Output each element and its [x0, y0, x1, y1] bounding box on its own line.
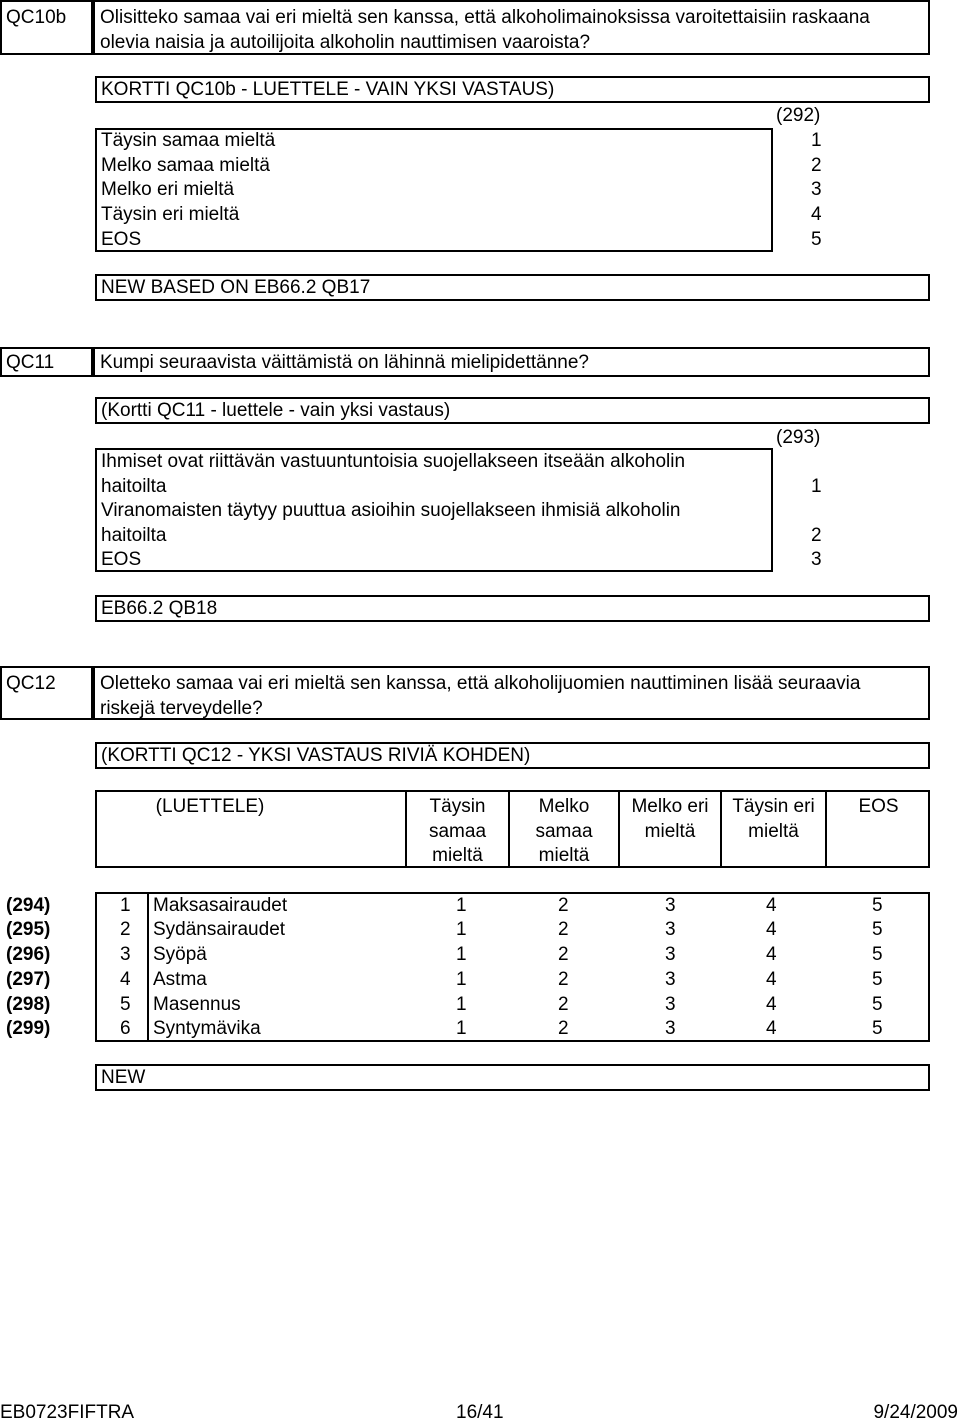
row-value: 1	[456, 1018, 467, 1039]
row-label: Masennus	[153, 994, 241, 1015]
qc10b-answer-label: EOS	[101, 229, 142, 250]
qc11-answer-label: Viranomaisten täytyy puuttua asioihin suojellakseen ihmisiä alkoholin	[101, 500, 681, 521]
qc11-column-code: (293)	[776, 427, 821, 448]
header-col1-line: samaa	[428, 821, 487, 842]
row-value: 5	[872, 895, 883, 916]
row-value: 2	[558, 1018, 569, 1039]
row-value: 3	[665, 994, 676, 1015]
row-value: 3	[665, 1018, 676, 1039]
qc10b-note: NEW BASED ON EB66.2 QB17	[101, 277, 371, 298]
row-code: (294)	[6, 895, 51, 916]
row-value: 1	[456, 994, 467, 1015]
qc11-answer-label: EOS	[101, 549, 142, 570]
header-list: (LUETTELE)	[155, 796, 265, 817]
qc10b-answer-code: 2	[811, 155, 822, 176]
row-label: Maksasairaudet	[153, 895, 288, 916]
row-num: 6	[120, 1018, 131, 1039]
qc10b-answer-code: 4	[811, 204, 822, 225]
qc11-instruction: (Kortti QC11 - luettele - vain yksi vastaus)	[101, 400, 451, 421]
row-code: (296)	[6, 944, 51, 965]
row-value: 3	[665, 895, 676, 916]
qc11-answer-code: 2	[811, 525, 822, 546]
row-value: 5	[872, 919, 883, 940]
row-value: 1	[456, 895, 467, 916]
footer-page: 16/41	[456, 1402, 504, 1423]
qc11-answer-label: Ihmiset ovat riittävän vastuuntuntoisia suojellakseen itseään alkoholin	[101, 451, 686, 472]
row-label: Sydänsairaudet	[153, 919, 286, 940]
row-num: 5	[120, 994, 131, 1015]
row-code: (295)	[6, 919, 51, 940]
header-col4-line: Täysin eri	[732, 796, 815, 817]
qc10b-code: QC10b	[6, 7, 67, 28]
qc12-code: QC12	[6, 673, 56, 694]
row-num: 1	[120, 895, 131, 916]
row-value: 4	[766, 1018, 777, 1039]
header-col3-line: Melko eri	[631, 796, 709, 817]
qc10b-answer-code: 5	[811, 229, 822, 250]
row-value: 4	[766, 994, 777, 1015]
qc12-question: Oletteko samaa vai eri mieltä sen kanssa, että alkoholijuomien nauttiminen lisää seuraavia riskejä terveydelle?	[100, 673, 861, 719]
qc11-answer-code: 1	[811, 476, 822, 497]
row-value: 5	[872, 969, 883, 990]
rows-divider	[147, 892, 149, 1042]
row-value: 5	[872, 1018, 883, 1039]
row-label: Syöpä	[153, 944, 207, 965]
row-value: 5	[872, 994, 883, 1015]
qc11-answer-label: haitoilta	[101, 476, 167, 497]
header-col2-line: Melko	[538, 796, 590, 817]
row-value: 2	[558, 895, 569, 916]
footer-date: 9/24/2009	[873, 1402, 958, 1423]
qc11-code: QC11	[6, 352, 55, 373]
row-value: 4	[766, 969, 777, 990]
row-num: 4	[120, 969, 131, 990]
header-col1-line: mieltä	[432, 845, 483, 866]
row-value: 1	[456, 919, 467, 940]
row-value: 3	[665, 919, 676, 940]
qc11-question: Kumpi seuraavista väittämistä on lähinnä mielipidettänne?	[100, 352, 589, 373]
qc10b-answer-label: Melko samaa mieltä	[101, 155, 270, 176]
row-value: 3	[665, 969, 676, 990]
row-value: 4	[766, 944, 777, 965]
qc10b-answer-code: 1	[811, 130, 822, 151]
qc10b-question: Olisitteko samaa vai eri mieltä sen kanssa, että alkoholimainoksissa varoitettaisiin raskaana olevia naisia ja autoilijoita alkoholin nauttimisen vaaroista?	[100, 7, 870, 53]
qc10b-answer-label: Melko eri mieltä	[101, 179, 235, 200]
row-code: (297)	[6, 969, 51, 990]
row-value: 4	[766, 919, 777, 940]
row-value: 3	[665, 944, 676, 965]
row-value: 2	[558, 994, 569, 1015]
header-col3-line: mieltä	[644, 821, 696, 842]
qc12-instruction: (KORTTI QC12 - YKSI VASTAUS RIVIÄ KOHDEN)	[101, 745, 531, 766]
qc11-note: EB66.2 QB18	[101, 598, 218, 619]
qc11-answer-label: haitoilta	[101, 525, 167, 546]
row-value: 1	[456, 944, 467, 965]
footer-doc-id: EB0723FIFTRA	[0, 1402, 135, 1423]
row-num: 2	[120, 919, 131, 940]
header-col4-line: mieltä	[748, 821, 799, 842]
qc12-note-box	[95, 1064, 930, 1091]
qc10b-answer-code: 3	[811, 179, 822, 200]
row-value: 1	[456, 969, 467, 990]
row-code: (298)	[6, 994, 51, 1015]
qc10b-column-code: (292)	[776, 105, 821, 126]
row-num: 3	[120, 944, 131, 965]
row-value: 2	[558, 944, 569, 965]
qc10b-instruction: KORTTI QC10b - LUETTELE - VAIN YKSI VASTAUS)	[101, 79, 555, 100]
row-value: 5	[872, 944, 883, 965]
row-value: 2	[558, 919, 569, 940]
qc11-answer-code: 3	[811, 549, 822, 570]
row-label: Astma	[153, 969, 207, 990]
row-code: (299)	[6, 1018, 51, 1039]
row-label: Syntymävika	[153, 1018, 261, 1039]
row-value: 2	[558, 969, 569, 990]
header-col5-line: EOS	[858, 796, 899, 817]
qc11-note-box	[95, 595, 930, 622]
header-col1-line: Täysin	[429, 796, 486, 817]
qc12-note: NEW	[101, 1067, 146, 1088]
header-col2-line: samaa	[535, 821, 593, 842]
qc10b-answer-label: Täysin eri mieltä	[101, 204, 240, 225]
header-col2-line: mieltä	[538, 845, 590, 866]
qc10b-answer-label: Täysin samaa mieltä	[101, 130, 276, 151]
row-value: 4	[766, 895, 777, 916]
